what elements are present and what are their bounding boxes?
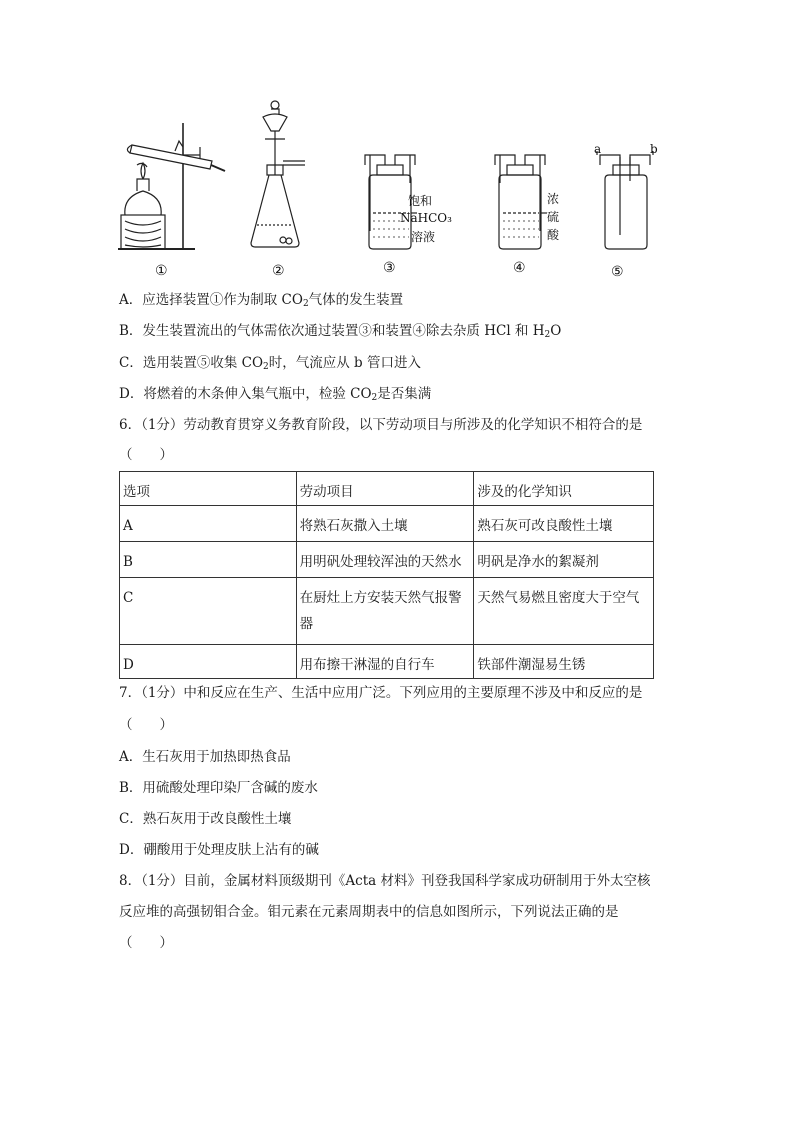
label-nahco3-3: 溶液	[411, 230, 436, 244]
table-cell: 天然气易燃且密度大于空气	[474, 578, 654, 645]
table-header-row	[120, 472, 654, 506]
q6-table	[119, 471, 654, 679]
q7-paren: （ ）	[119, 717, 173, 733]
table-cell: A	[120, 506, 297, 542]
table-cell: 用明矾处理较浑浊的天然水	[296, 542, 474, 578]
q7-stem: 7．（1分）中和反应在生产、生活中应用广泛。下列应用的主要原理不涉及中和反应的是	[119, 685, 643, 701]
table-cell: B	[120, 542, 297, 578]
q6-stem: 6．（1分）劳动教育贯穿义务教育阶段，以下劳动项目与所涉及的化学知识不相符合的是	[119, 417, 643, 433]
q7-option-a: A．生石灰用于加热即热食品	[119, 749, 291, 765]
q5-option-d: D．将燃着的木条伸入集气瓶中，检验 $CO_2$是否集满	[119, 386, 432, 403]
table-cell: 将熟石灰撒入土壤	[296, 506, 474, 542]
label-nahco3-2: NaHCO₃	[400, 211, 452, 225]
q5-option-b: B．发生装置流出的气体需依次通过装置③和装置④除去杂质 HCl 和 $H_2O$	[119, 323, 562, 340]
table-header: 选项	[120, 472, 297, 506]
apparatus-2	[251, 101, 305, 247]
table-cell: 熟石灰可改良酸性土壤	[474, 506, 654, 542]
table-row	[120, 578, 654, 645]
q5-option-a: A．应选择装置①作为制取 $CO_2$气体的发生装置	[119, 292, 404, 309]
apparatus-1	[118, 123, 225, 249]
label-5: ⑤	[611, 264, 624, 280]
q8-line1: 8．（1分）目前，金属材料顶级期刊《Acta 材料》刊登我国科学家成功研制用于外太空核	[119, 873, 651, 889]
label-2: ②	[272, 263, 285, 279]
table-cell: 铁部件潮湿易生锈	[474, 645, 654, 679]
table-cell: 在厨灶上方安装天然气报警器	[296, 578, 474, 645]
table-cell: 明矾是净水的絮凝剂	[474, 542, 654, 578]
q7-option-d: D．硼酸用于处理皮肤上沾有的碱	[119, 842, 319, 858]
table-cell: D	[120, 645, 297, 679]
table-row	[120, 542, 654, 578]
apparatus-4	[495, 155, 547, 249]
q5-option-c: C．选用装置⑤收集 $CO_2$时，气流应从 b 管口进入	[119, 355, 421, 372]
label-3: ③	[383, 260, 396, 276]
table-row	[120, 506, 654, 542]
q8-line2: 反应堆的高强韧钼合金。钼元素在元素周期表中的信息如图所示，下列说法正确的是	[119, 904, 619, 920]
label-tube-b: b	[650, 142, 658, 156]
label-nahco3-1: 饱和	[408, 194, 433, 208]
table-header: 劳动项目	[296, 472, 474, 506]
label-4: ④	[513, 260, 526, 276]
q7-option-b: B．用硫酸处理印染厂含碱的废水	[119, 780, 318, 796]
label-1: ①	[155, 263, 168, 279]
apparatus-5	[597, 151, 653, 249]
q6-paren: （ ）	[119, 447, 173, 463]
label-acid-1: 浓	[547, 192, 560, 206]
apparatus-figure	[115, 95, 675, 285]
label-acid-2: 硫	[547, 210, 560, 224]
q7-option-c: C．熟石灰用于改良酸性土壤	[119, 811, 292, 827]
q8-paren: （ ）	[119, 935, 173, 951]
label-acid-3: 酸	[547, 228, 560, 242]
table-cell: 用布擦干淋湿的自行车	[296, 645, 474, 679]
table-cell: C	[120, 578, 297, 645]
table-row	[120, 645, 654, 679]
label-tube-a: a	[594, 142, 602, 156]
table-header: 涉及的化学知识	[474, 472, 654, 506]
